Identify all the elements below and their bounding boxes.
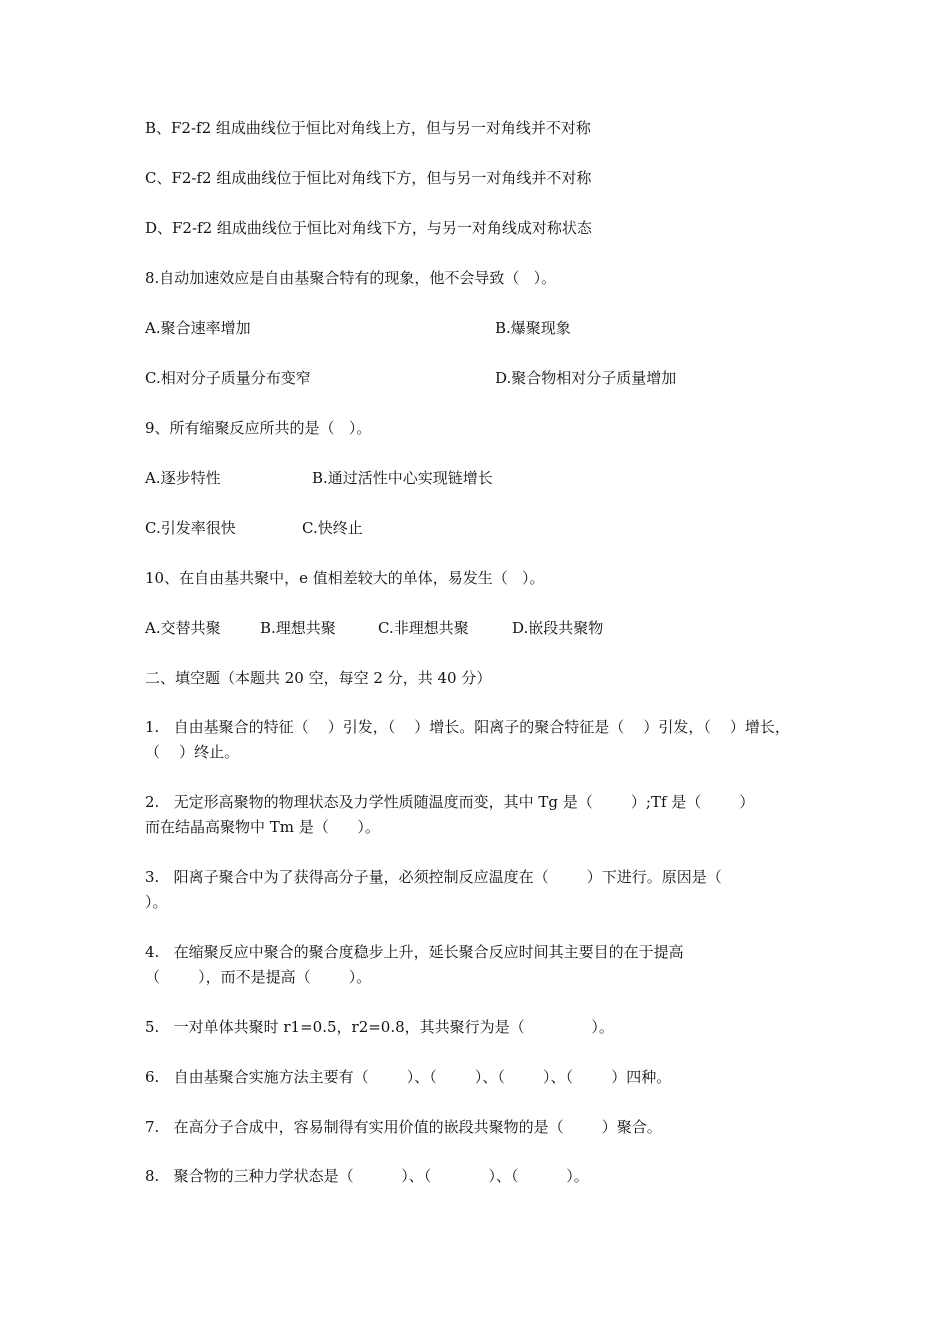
q10-option-a: A.交替共聚	[145, 619, 221, 637]
fill-8: 8. 聚合物的三种力学状态是（ ）、（ ）、（ ）。	[145, 1167, 589, 1185]
section-2-title: 二、填空题（本题共 20 空，每空 2 分，共 40 分）	[145, 669, 492, 687]
fill-3-line-2: ）。	[145, 893, 168, 911]
q8-option-c: C.相对分子质量分布变窄	[145, 369, 311, 387]
q10-stem: 10、在自由基共聚中，e 值相差较大的单体，易发生（ ）。	[145, 569, 545, 587]
q7-option-b: B、F2-f2 组成曲线位于恒比对角线上方，但与另一对角线并不对称	[145, 119, 591, 137]
q9-option-d: C.快终止	[302, 519, 363, 537]
q8-option-a: A.聚合速率增加	[145, 319, 251, 337]
q9-option-a: A.逐步特性	[145, 469, 221, 487]
fill-2-line-2: 而在结晶高聚物中 Tm 是（ ）。	[145, 818, 380, 836]
q7-option-d: D、F2-f2 组成曲线位于恒比对角线下方，与另一对角线成对称状态	[145, 219, 592, 237]
fill-6: 6. 自由基聚合实施方法主要有（ ）、（ ）、（ ）、（ ）四种。	[145, 1068, 672, 1086]
fill-4-line-2: （ ），而不是提高（ ）。	[145, 968, 372, 986]
q8-stem: 8.自动加速效应是自由基聚合特有的现象，他不会导致（ ）。	[145, 269, 557, 287]
q10-option-c: C.非理想共聚	[378, 619, 469, 637]
q8-option-b: B.爆聚现象	[495, 319, 571, 337]
fill-3-line-1: 3. 阳离子聚合中为了获得高分子量，必须控制反应温度在（ ）下进行。原因是（	[145, 868, 722, 886]
q9-option-c: C.引发率很快	[145, 519, 236, 537]
q7-option-c: C、F2-f2 组成曲线位于恒比对角线下方，但与另一对角线并不对称	[145, 169, 592, 187]
fill-5: 5. 一对单体共聚时 r1=0.5，r2=0.8，其共聚行为是（ ）。	[145, 1018, 614, 1036]
fill-1-line-1: 1. 自由基聚合的特征（ ）引发，（ ）增长。阳离子的聚合特征是（ ）引发，（ ）增长，	[145, 718, 790, 736]
fill-2-line-1: 2. 无定形高聚物的物理状态及力学性质随温度而变，其中 Tg 是（ ）;Tf 是（ ）	[145, 793, 755, 811]
q8-option-d: D.聚合物相对分子质量增加	[495, 369, 677, 387]
q10-option-d: D.嵌段共聚物	[512, 619, 604, 637]
q9-stem: 9、所有缩聚反应所共的是（ ）。	[145, 419, 372, 437]
q9-option-b: B.通过活性中心实现链增长	[312, 469, 493, 487]
q10-option-b: B.理想共聚	[260, 619, 336, 637]
fill-7: 7. 在高分子合成中，容易制得有实用价值的嵌段共聚物的是（ ）聚合。	[145, 1118, 662, 1136]
fill-1-line-2: （ ）终止。	[145, 743, 240, 761]
fill-4-line-1: 4. 在缩聚反应中聚合的聚合度稳步上升，延长聚合反应时间其主要目的在于提高	[145, 943, 684, 961]
